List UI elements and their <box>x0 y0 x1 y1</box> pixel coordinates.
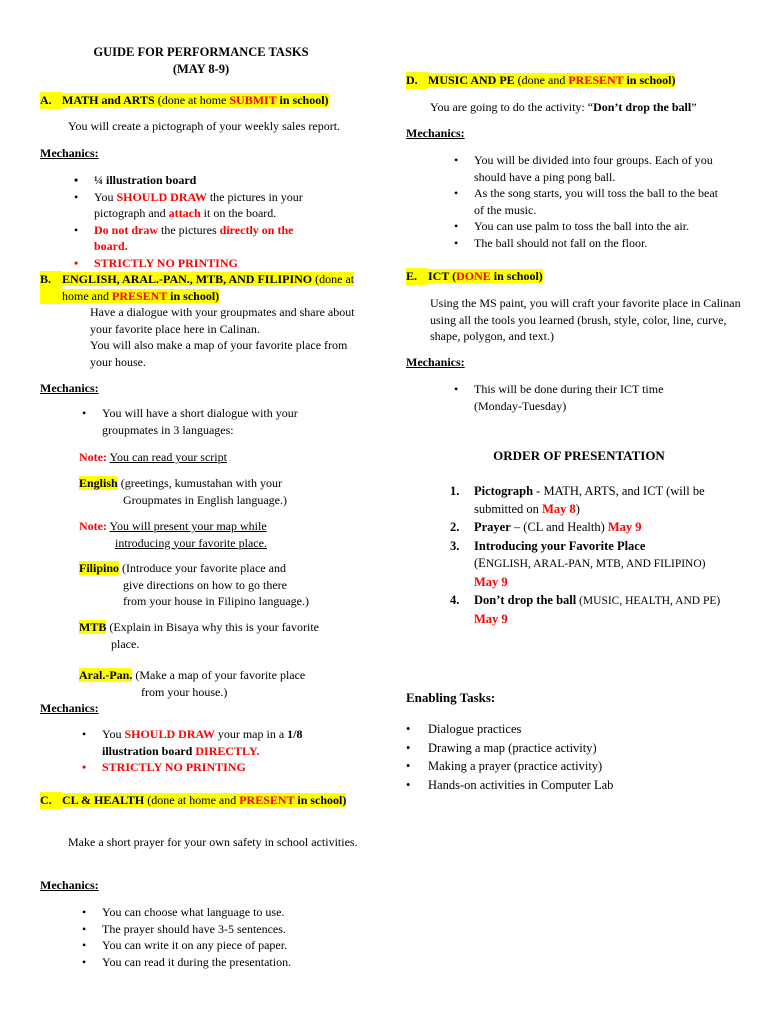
section-b-heading: B. ENGLISH, ARAL.-PAN., MTB, AND FILIPINO (done at home and PRESENT in school) <box>40 272 355 303</box>
section-b-mechanics-list-2 <box>40 726 320 776</box>
mtb-task: MTB (Explain in Bisaya why this is your favorite place. <box>79 620 319 651</box>
note-present-map: Note: You will present your map while introducing your favorite place. <box>79 519 267 550</box>
order-list <box>406 483 730 629</box>
section-a-description: You will create a pictograph of your weekly sales report. <box>68 119 341 133</box>
list-item: • You SHOULD DRAW the pictures in your pictograph and attach it on the board. <box>72 189 312 222</box>
section-c-mechanics-label: Mechanics: <box>40 878 99 892</box>
section-e-description: Using the MS paint, you will craft your favorite place in Calinan using all the tools you learned (brush, style, color, line, curve, shape, polygon, and text.) <box>430 296 741 343</box>
list-item: • Making a prayer (practice activity) <box>406 757 752 776</box>
list-item: • You SHOULD DRAW your map in a 1/8 illustration board DIRECTLY. <box>80 726 320 759</box>
list-item: • You can read it during the presentation. <box>80 954 362 971</box>
list-item: • You will be divided into four groups. Each of you should have a ping pong ball. <box>452 152 718 185</box>
list-item: • STRICTLY NO PRINTING <box>80 759 320 776</box>
enabling-tasks-title: Enabling Tasks: <box>406 690 496 705</box>
filipino-task: Filipino (Introduce your favorite place and give directions on how to go there from your house in Filipino language.) <box>79 561 309 608</box>
section-c-mechanics-list <box>40 904 362 970</box>
section-e-heading: E. ICT (DONE in school) <box>406 269 543 283</box>
list-item: • This will be done during their ICT time (Monday-Tuesday) <box>452 381 692 414</box>
english-task: English (greetings, kumustahan with your Groupmates in English language.) <box>79 476 287 507</box>
section-a-mechanics-list <box>40 172 312 271</box>
aral-pan-task: Aral.-Pan. (Make a map of your favorite place from your house.) <box>79 668 306 699</box>
list-item: • You will have a short dialogue with your groupmates in 3 languages: <box>80 405 320 438</box>
enabling-tasks-list <box>406 720 752 794</box>
list-item: • You can write it on any piece of paper. <box>80 937 362 954</box>
list-item: • Do not draw the pictures directly on the board. <box>72 222 312 255</box>
section-a-heading: A. MATH and ARTS (done at home SUBMIT in school) <box>40 93 329 107</box>
list-item: • You can use palm to toss the ball into the air. <box>452 218 718 235</box>
list-item: 3. Introducing your Favorite Place (ENGLISH, ARAL-PAN, MTB, AND FILIPINO) May 9 <box>450 538 706 589</box>
list-item: • The prayer should have 3-5 sentences. <box>80 921 362 938</box>
list-item: • STRICTLY NO PRINTING <box>72 255 312 272</box>
section-d-mechanics-label: Mechanics: <box>406 126 465 140</box>
section-a-mechanics-label: Mechanics: <box>40 146 99 160</box>
order-title: ORDER OF PRESENTATION <box>493 448 665 463</box>
list-item: • As the song starts, you will toss the ball to the beat of the music. <box>452 185 718 218</box>
list-item: • You can choose what language to use. <box>80 904 362 921</box>
list-item: • ¼ illustration board <box>72 172 312 189</box>
section-b-mechanics-list <box>40 405 320 438</box>
list-item: 1. Pictograph - MATH, ARTS, and ICT (will be submitted on May 8) <box>450 484 705 516</box>
section-c-description: Make a short prayer for your own safety in school activities. <box>68 835 358 849</box>
list-item: • The ball should not fall on the floor. <box>452 235 718 252</box>
document-title: GUIDE FOR PERFORMANCE TASKS (MAY 8-9) <box>93 45 309 76</box>
section-d-description: You are going to do the activity: “Don’t drop the ball” <box>430 100 697 114</box>
section-d-heading: D. MUSIC AND PE (done and PRESENT in school) <box>406 73 676 87</box>
list-item: • Drawing a map (practice activity) <box>406 739 752 758</box>
section-b-mechanics-label-2: Mechanics: <box>40 701 99 715</box>
list-item: • Hands-on activities in Computer Lab <box>406 776 752 795</box>
section-b-description: Have a dialogue with your groupmates and share about your favorite place here in Calinan. You will also make a map of your favorite place from your house. <box>90 305 355 369</box>
section-e-mechanics-list <box>406 381 692 414</box>
list-item: 2. Prayer – (CL and Health) May 9 <box>450 520 642 534</box>
section-d-mechanics-list <box>406 152 718 251</box>
note-read-script: Note: You can read your script <box>79 450 227 464</box>
section-b-mechanics-label: Mechanics: <box>40 381 99 395</box>
section-c-heading: C. CL & HEALTH (done at home and PRESENT in school) <box>40 793 347 807</box>
list-item: 4. Don’t drop the ball (MUSIC, HEALTH, AND PE) May 9 <box>450 593 721 626</box>
section-e-mechanics-label: Mechanics: <box>406 355 465 369</box>
list-item: • Dialogue practices <box>406 720 752 739</box>
